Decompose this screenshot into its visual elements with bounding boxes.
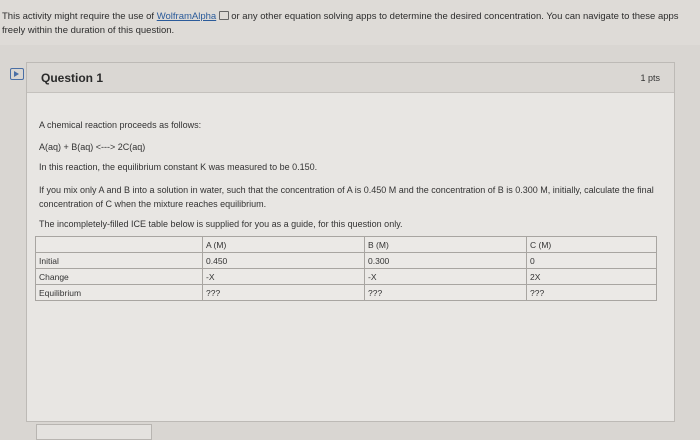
ice-label-initial: Initial bbox=[36, 253, 203, 269]
ice-cell-initial-b: 0.300 bbox=[365, 253, 527, 269]
external-link-icon bbox=[219, 11, 229, 20]
ice-cell-equilibrium-b: ??? bbox=[365, 285, 527, 301]
ice-label-change: Change bbox=[36, 269, 203, 285]
ice-row-equilibrium bbox=[36, 285, 657, 301]
question-header bbox=[27, 63, 674, 93]
notice-text-after: or any other equation solving apps to determine the desired concentration. You can navigate to these apps freely within the duration of this question. bbox=[2, 11, 679, 36]
flag-question-icon[interactable] bbox=[10, 68, 24, 80]
reaction-equation: A(aq) + B(aq) <---> 2C(aq) bbox=[39, 142, 146, 152]
ice-cell-change-c: 2X bbox=[527, 269, 657, 285]
ice-header-a: A (M) bbox=[203, 237, 365, 253]
ice-label-equilibrium: Equilibrium bbox=[36, 285, 203, 301]
notice-text-before: This activity might require the use of bbox=[2, 11, 157, 22]
ice-cell-equilibrium-c: ??? bbox=[527, 285, 657, 301]
ice-header-b: B (M) bbox=[365, 237, 527, 253]
ice-cell-equilibrium-a: ??? bbox=[203, 285, 365, 301]
activity-notice bbox=[0, 0, 700, 45]
ice-cell-initial-c: 0 bbox=[527, 253, 657, 269]
equilibrium-constant-text: In this reaction, the equilibrium constant K was measured to be 0.150. bbox=[39, 162, 318, 172]
table-intro: The incompletely-filled ICE table below is supplied for you as a guide, for this question only. bbox=[39, 219, 403, 229]
ice-row-change bbox=[36, 269, 657, 285]
ice-cell-initial-a: 0.450 bbox=[203, 253, 365, 269]
question-title: Question 1 bbox=[41, 70, 104, 85]
question-card bbox=[26, 62, 675, 422]
ice-header-c: C (M) bbox=[527, 237, 657, 253]
problem-statement: If you mix only A and B into a solution in water, such that the concentration of A is 0.450 M and the concentration of B is 0.300 M, initially, calculate the final concentration of C when the mixture reaches equilibrium. bbox=[39, 185, 654, 209]
ice-row-initial bbox=[36, 253, 657, 269]
wolframalpha-link[interactable]: WolframAlpha bbox=[156, 11, 217, 22]
answer-input-field[interactable] bbox=[36, 424, 152, 440]
ice-table bbox=[35, 236, 657, 301]
ice-cell-change-a: -X bbox=[203, 269, 365, 285]
ice-cell-change-b: -X bbox=[365, 269, 527, 285]
ice-header-empty bbox=[36, 237, 203, 253]
reaction-intro: A chemical reaction proceeds as follows: bbox=[39, 120, 202, 130]
question-points: 1 pts bbox=[640, 72, 660, 83]
ice-header-row bbox=[36, 237, 657, 253]
